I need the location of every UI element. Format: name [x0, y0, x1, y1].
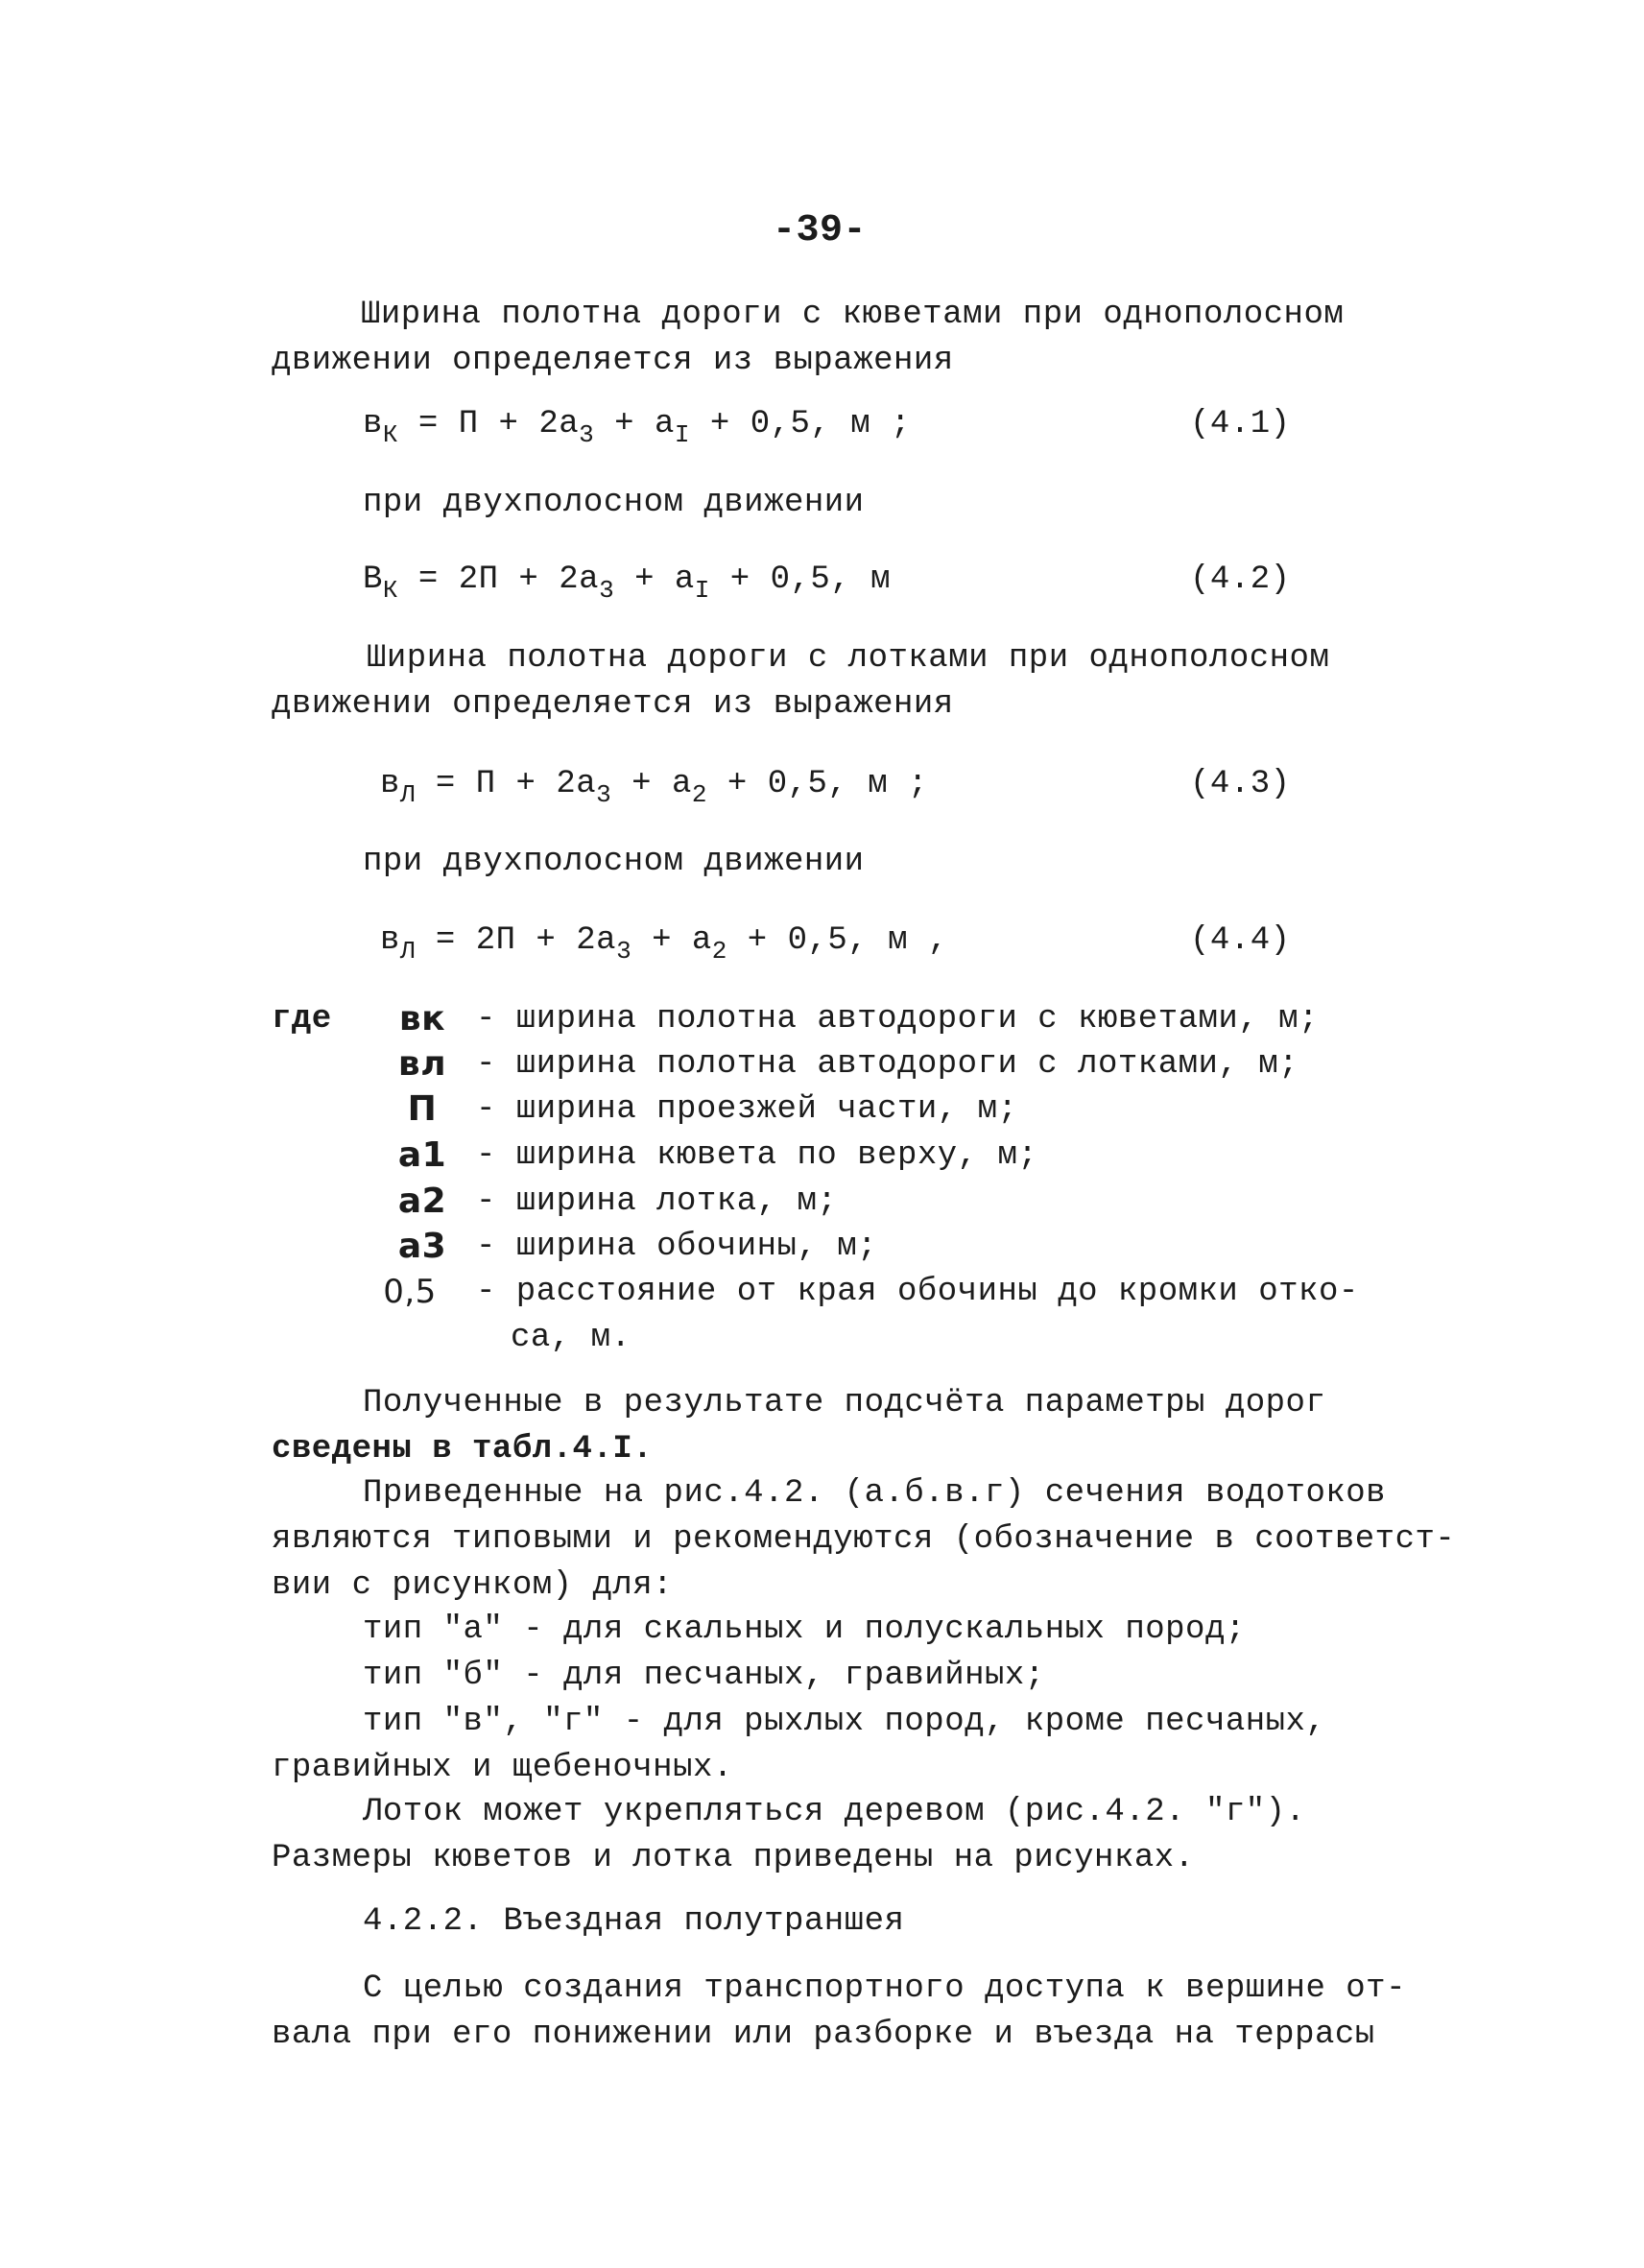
legend-desc-a1: - ширина кювета по верху, м; [476, 1137, 1038, 1174]
legend-desc-vk: - ширина полотна автодороги с кюветами, м; [476, 1001, 1319, 1038]
legend-desc-0-5-cont: са, м. [511, 1320, 631, 1356]
type-a: тип "а" - для скальных и полускальных пород; [363, 1611, 1246, 1648]
para3-line2: сведены в табл.4.I. [272, 1431, 654, 1468]
para1-line1: Ширина полотна дороги с кюветами при однополосном [361, 297, 1345, 333]
equation-4-2: $В_К = 2П + 2а_3 + а_I + 0,5$, м [363, 561, 892, 605]
type-v-g: тип "в", "г" - для рыхлых пород, кроме песчаных, [363, 1704, 1326, 1740]
equation-4-3: $в_Л = П + 2а_3 + а_2 + 0,5$, м ; [380, 766, 928, 809]
equation-number-4-2: (4.2) [1190, 561, 1291, 598]
legend-symbol-a1: а1 [397, 1135, 447, 1175]
legend-symbol-a2: а2 [397, 1182, 447, 1221]
para3-line1: Полученные в результате подсчёта параметры дорог [363, 1385, 1326, 1421]
equation-4-4: $в_Л = 2П + 2а_3 + а_2 + 0,5$, м , [380, 922, 948, 966]
para6-line1: С целью создания транспортного доступа к вершине от- [363, 1970, 1406, 2007]
section-heading: 4.2.2. Въездная полутраншея [363, 1903, 905, 1940]
type-b: тип "б" - для песчаных, гравийных; [363, 1658, 1045, 1694]
legend-desc-p: - ширина проезжей части, м; [476, 1091, 1018, 1128]
legend-desc-a3: - ширина обочины, м; [476, 1229, 878, 1265]
legend-desc-0-5: - расстояние от края обочины до кромки отко- [476, 1274, 1359, 1310]
equation-number-4-1: (4.1) [1190, 406, 1291, 442]
two-lane-label-2: при двухполосном движении [363, 844, 865, 880]
equation-4-1: $в_К = П + 2а_3 + а_I + 0,5$, м ; [363, 406, 911, 449]
legend-symbol-vk: вк [398, 999, 446, 1039]
para4-line3: вии с рисунком) для: [272, 1567, 674, 1604]
para4-line1: Приведенные на рис.4.2. (а.б.в.г) сечения водотоков [363, 1475, 1387, 1512]
legend-desc-a2: - ширина лотка, м; [476, 1183, 838, 1220]
legend-symbol-0-5: 0,5 [383, 1273, 437, 1311]
where-label: где [272, 1001, 332, 1038]
para2-line1: Ширина полотна дороги с лотками при однополосном [367, 640, 1330, 677]
equation-number-4-3: (4.3) [1190, 766, 1291, 802]
page-number: -39- [773, 209, 868, 252]
para6-line2: вала при его понижении или разборке и въезда на террасы [272, 2017, 1375, 2053]
para5-line2: Размеры кюветов и лотка приведены на рисунках. [272, 1840, 1195, 1876]
two-lane-label-1: при двухполосном движении [363, 485, 865, 521]
legend-symbol-p: П [407, 1089, 438, 1129]
para2-line2: движении определяется из выражения [272, 686, 954, 723]
para1-line2: движении определяется из выражения [272, 343, 954, 379]
equation-number-4-4: (4.4) [1190, 922, 1291, 959]
legend-symbol-a3: а3 [397, 1227, 447, 1266]
type-v-g-cont: гравийных и щебеночных. [272, 1750, 733, 1786]
legend-desc-vl: - ширина полотна автодороги с лотками, м; [476, 1046, 1299, 1083]
legend-symbol-vl: вл [397, 1044, 447, 1084]
para5-line1: Лоток может укрепляться деревом (рис.4.2. "г"). [363, 1794, 1306, 1830]
para4-line2: являются типовыми и рекомендуются (обозначение в соответст- [272, 1521, 1456, 1558]
